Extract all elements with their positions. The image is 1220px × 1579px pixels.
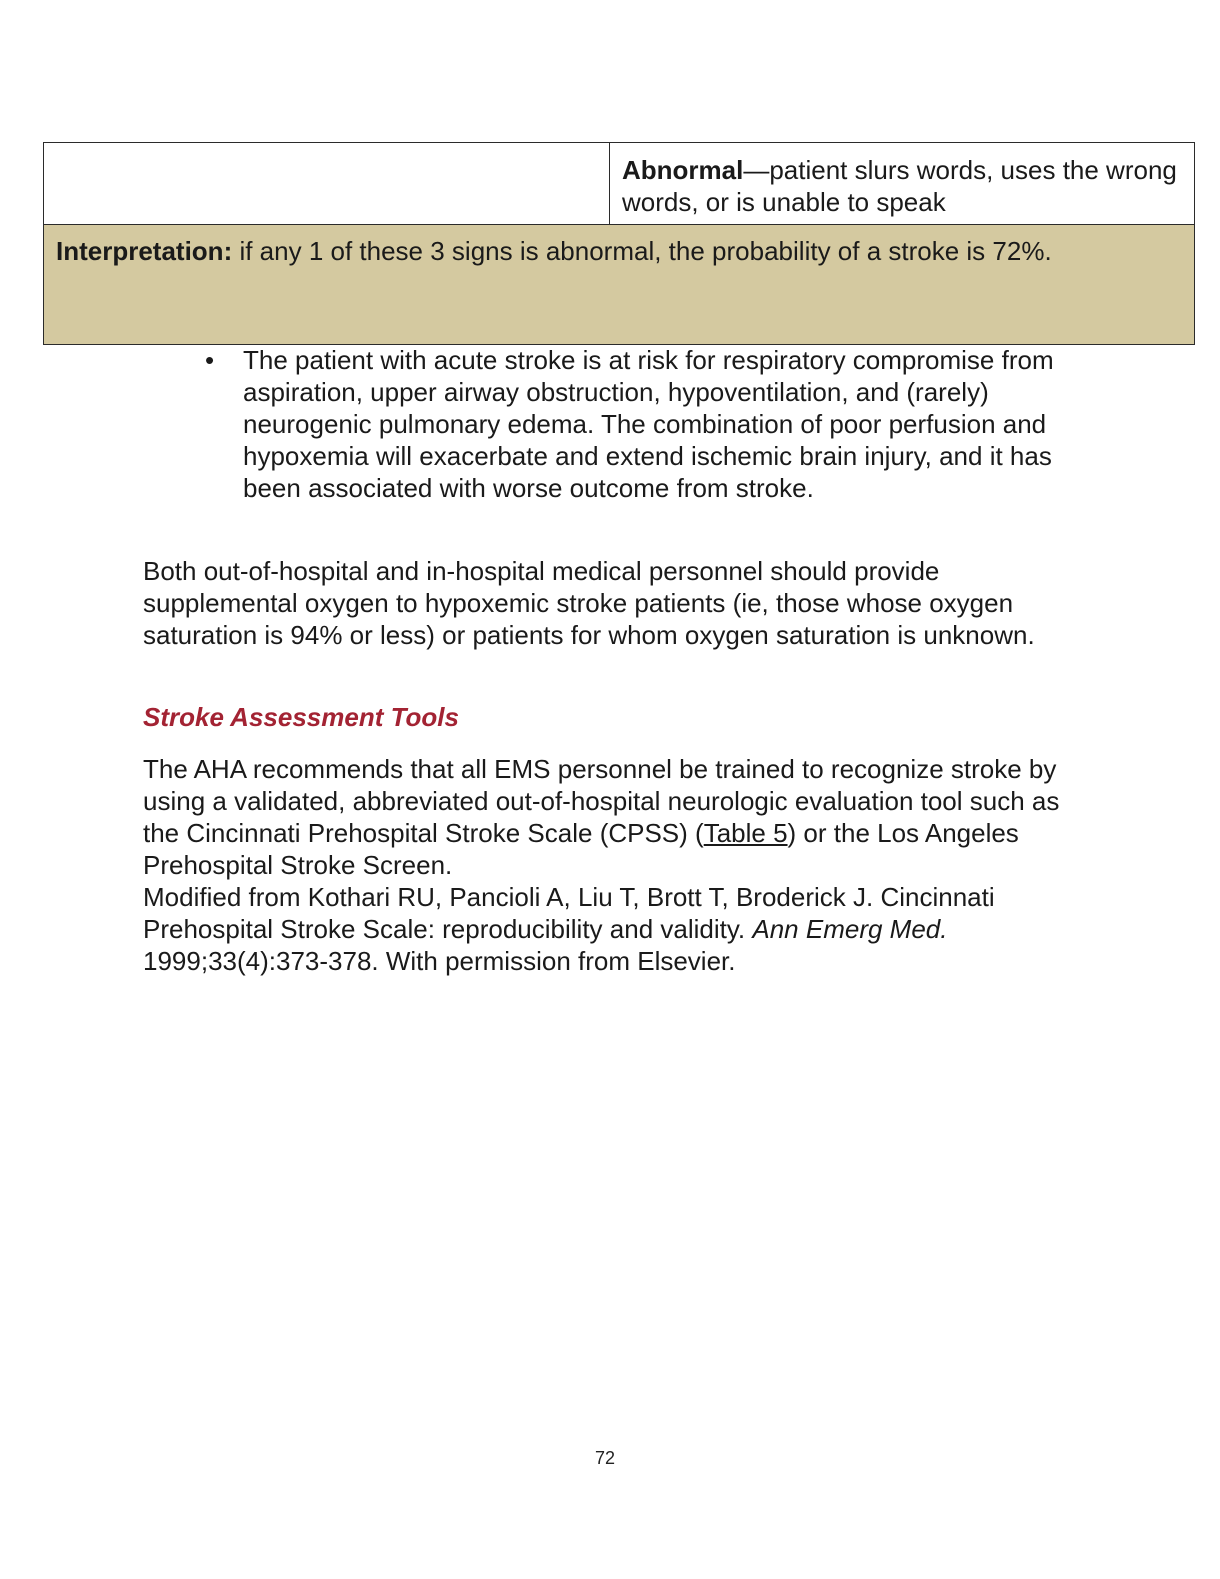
table-row: [44, 143, 1195, 225]
citation-journal: Ann Emerg Med.: [752, 914, 948, 944]
paragraph-tools: [143, 753, 1083, 881]
table-cell-abnormal: [610, 143, 1195, 225]
abnormal-text: —patient slurs words, uses the wrong words, or is unable to speak: [622, 155, 1177, 217]
paragraph-tools-text-end: ) or the Los Angeles Prehospital Stroke Screen.: [143, 818, 1019, 880]
citation: [143, 881, 1083, 977]
bullet-text: The patient with acute stroke is at risk for respiratory compromise from aspiration, upper airway obstruction, hypoventilation, and (rarely) neurogenic pulmonary edema. The combination of poor perfusion and hypoxemia will exacerbate and extend ischemic brain injury, and it has been associated with worse outcome from stroke.: [243, 345, 1054, 503]
citation-details: 1999;33(4):373-378. With permission from Elsevier.: [143, 946, 736, 976]
section-heading: Stroke Assessment Tools: [143, 702, 459, 732]
paragraph-tools-text: The AHA recommends that all EMS personnel be trained to recognize stroke by using a validated, abbreviated out-of-hospital neurologic evaluation tool such as the Cincinnati Prehospital Stroke Scale (CPSS) (: [143, 754, 1060, 848]
citation-text: Modified from Kothari RU, Pancioli A, Liu T, Brott T, Broderick J. Cincinnati Prehospital Stroke Scale: reproducibility and validity.: [143, 882, 995, 944]
interpretation-label: Interpretation:: [56, 236, 233, 266]
table-row-interpretation: [44, 225, 1195, 345]
interpretation-text: if any 1 of these 3 signs is abnormal, the probability of a stroke is 72%.: [232, 236, 1052, 266]
bullet-marker: •: [205, 345, 215, 375]
table-cell-empty: [44, 143, 610, 225]
paragraph-oxygen: Both out-of-hospital and in-hospital medical personnel should provide supplemental oxygen to hypoxemic stroke patients (ie, those whose oxygen saturation is 94% or less) or patients for whom oxygen saturation is unknown.: [143, 556, 1035, 650]
interpretation-cell: [44, 225, 1195, 345]
abnormal-label: Abnormal: [622, 155, 744, 185]
bullet-item: [200, 344, 1070, 504]
cpss-table: [43, 142, 1195, 345]
page-number: 72: [594, 1448, 616, 1468]
table-5-link[interactable]: Table 5: [703, 818, 788, 848]
